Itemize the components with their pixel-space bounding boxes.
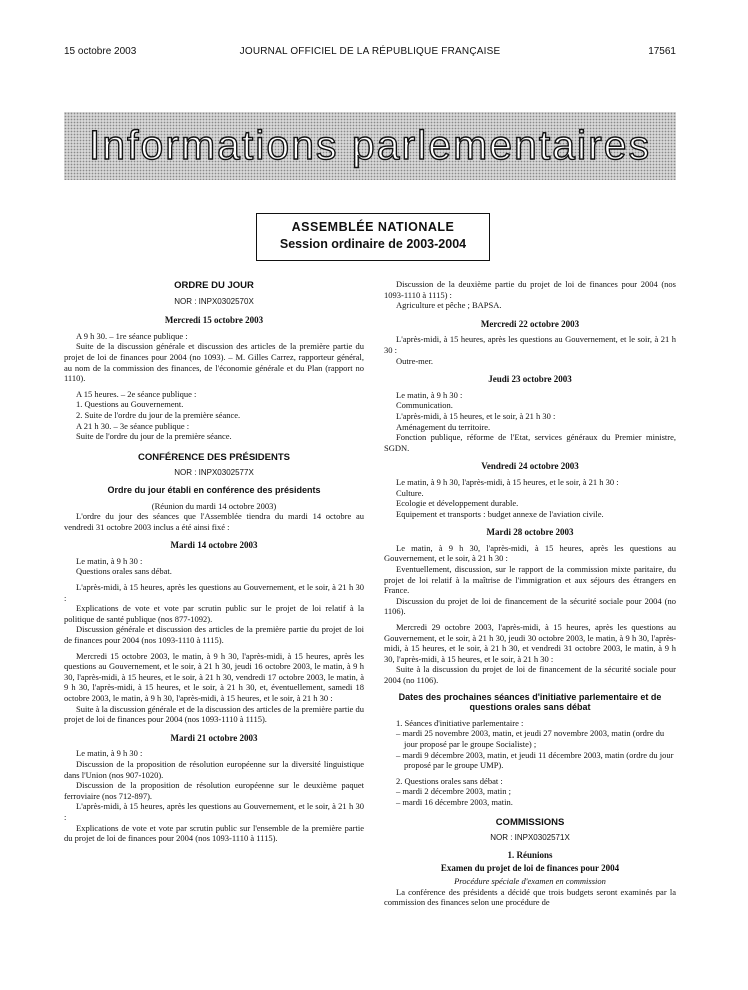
left-column [64,279,364,844]
date-heading: Mercredi 22 octobre 2003 [480,318,580,329]
paragraph: Aménagement du territoire. [396,421,491,432]
paragraph: Agriculture et pêche ; BAPSA. [396,300,502,311]
paragraph: 2. Suite de l'ordre du jour de la première séance. [76,409,241,420]
paragraph: Suite à la discussion du projet de loi de financement de la sécurité sociale pour 2004 (no 1106). [384,664,676,685]
section-banner [64,112,676,180]
paragraph: L'ordre du jour des séances que l'Assemblée tiendra du mardi 14 octobre au vendredi 31 octobre 2003 inclus a été ainsi fixé : [64,511,364,532]
reunions-heading: 1. Réunions [507,849,553,860]
header-page-number: 17561 [648,46,676,57]
conference-heading: CONFÉRENCE DES PRÉSIDENTS [137,451,291,463]
paragraph: Discussion de la deuxième partie du projet de loi de finances pour 2004 (nos 1093-1110 à 1115) : [384,279,676,300]
paragraph: L'après-midi, à 15 heures, après les questions au Gouvernement, et le soir, à 21 h 30 : [64,582,364,603]
paragraph: L'après-midi, à 15 heures, après les questions au Gouvernement, et le soir, à 21 h 30 : [64,801,364,822]
session-name: Session ordinaire de 2003-2004 [279,237,467,251]
paragraph: La conférence des présidents a décidé que trois budgets seront examinés par la commission des finances selon une procédure de [384,886,676,908]
paragraph: Eventuellement, discussion, sur le rapport de la commission mixte paritaire, du projet de loi relatif à la maîtrise de l'immigration et aux séjours des étrangers en France. [384,564,676,596]
paragraph: Suite à la discussion générale et de la discussion des articles de la première partie du projet de loi de finances pour 2004 (nos 1093-1110 à 1115). [64,703,364,725]
paragraph: Explications de vote et vote par scrutin public sur le projet de loi relatif à la politique de santé publique (nos 877-1092). [64,603,364,624]
list-item: – mardi 9 décembre 2003, matin, et jeudi 11 décembre 2003, matin (ordre du jour proposé par le groupe UMP). [396,749,674,771]
assembly-name: ASSEMBLÉE NATIONALE [291,220,455,234]
header-date: 15 octobre 2003 [64,46,137,57]
date-heading: Jeudi 23 octobre 2003 [488,374,572,385]
banner-title: Informations parlementaires [88,122,652,168]
paragraph: Le matin, à 9 h 30 : [76,555,143,566]
paragraph: Suite de l'ordre du jour de la première séance. [76,431,232,442]
paragraph: Le matin, à 9 h 30 : [76,748,143,759]
ordre-du-jour-heading: ORDRE DU JOUR [174,280,254,291]
paragraph: Explications de vote et vote par scrutin public sur l'ensemble de la première partie du projet de loi de finances pour 2004 (nos 1093-1110 à 1115). [64,822,364,844]
paragraph: Discussion du projet de loi de financement de la sécurité sociale pour 2004 (no 1106). [384,595,676,617]
list-item: – mardi 16 décembre 2003, matin. [396,796,513,807]
list-item: – mardi 2 décembre 2003, matin ; [396,786,511,797]
paragraph: Discussion générale et discussion des articles de la première partie du projet de loi de finances pour 2004 (nos 1093-1110 à 1115). [64,624,364,646]
paragraph: Mercredi 15 octobre 2003, le matin, à 9 h 30, l'après-midi, à 15 heures, après les questions au Gouvernement, et le soir, à 21 h 30, jeudi 16 octobre 2003, le matin, à 9 h 30, l'après-midi, à 15 heures, et le soir, à 21 h 30, vendredi 17 octobre 2003, le matin, à 9 h 30, l'après-midi, à 15 heures, et le soir, à 21 h 30, et, éventuellement, samedi 18 octobre 2003, le matin, à 9 h 30, l'après-midi, à 15 heures, et le soir, à 21 h 30 : [64,650,364,703]
paragraph: Culture. [396,487,424,498]
paragraph: Discussion de la proposition de résolution européenne sur la diversité linguistique dans l'Union (nos 907-1020). [64,758,364,780]
page-header [64,46,676,60]
paragraph: Le matin, à 9 h 30, l'après-midi, à 15 heures, et le soir, à 21 h 30 : [396,476,619,487]
paragraph: Le matin, à 9 h 30 : [396,389,463,400]
paragraph: Questions orales sans débat. [76,566,172,577]
paragraph: Le matin, à 9 h 30, l'après-midi, à 15 heures, après les questions au Gouvernement, et le soir, à 21 h 30 : [384,542,676,564]
list-item: – mardi 25 novembre 2003, matin, et jeudi 27 novembre 2003, matin (ordre du jour proposé par le groupe Socialiste) ; [396,728,665,749]
paragraph: Outre-mer. [396,355,434,366]
date-heading: Mardi 21 octobre 2003 [170,732,258,743]
paragraph: Communication. [396,400,453,411]
paragraph: A 9 h 30. – 1re séance publique : [76,330,188,341]
paragraph: 1. Questions au Gouvernement. [76,399,184,410]
date-heading: Mardi 14 octobre 2003 [170,540,258,551]
procedure-subheading: Procédure spéciale d'examen en commission [454,875,606,886]
nor-reference: NOR : INPX0302577X [174,468,254,478]
right-column [384,279,676,908]
dates-heading: Dates des prochaines séances d'initiative parlementaire et de questions orales sans débat [398,691,662,713]
paragraph: Equipement et transports : budget annexe de l'aviation civile. [396,508,604,519]
paragraph: A 21 h 30. – 3e séance publique : [76,420,190,431]
assembly-box [256,213,490,261]
paragraph: Ecologie et développement durable. [396,498,519,509]
date-heading: Mardi 28 octobre 2003 [486,527,574,538]
date-heading: Vendredi 24 octobre 2003 [481,461,579,472]
paragraph: Suite de la discussion générale et discussion des articles de la première partie du projet de loi de finances pour 2004 (no 1093). – M. Gilles Carrez, rapporteur général, au nom de la commission des finances, de l'économie générale et du Plan (rapport no 1110). [64,341,364,384]
paragraph: L'après-midi, à 15 heures, et le soir, à 21 h 30 : [396,410,556,421]
header-journal-title: JOURNAL OFFICIEL DE LA RÉPUBLIQUE FRANÇAISE [239,46,501,57]
commissions-heading: COMMISSIONS [495,816,565,828]
list-item: 2. Questions orales sans débat : [396,775,503,786]
paragraph: Mercredi 29 octobre 2003, l'après-midi, à 15 heures, après les questions au Gouvernement, et le soir, à 21 h 30, jeudi 30 octobre 2003, le matin, à 9 h 30, l'après-midi, à 15 heures, et le soir, à 21 h 30, et vendredi 31 octobre 2003, le matin, à 9 h 30, l'après-midi, à 15 heures, et le soir, à 21 h 30 : [384,622,676,664]
paragraph: A 15 heures. – 2e séance publique : [76,388,197,399]
date-heading: Mercredi 15 octobre 2003 [164,315,264,326]
ordre-etabli-heading: Ordre du jour établi en conférence des présidents [107,484,321,495]
paragraph: L'après-midi, à 15 heures, après les questions au Gouvernement, et le soir, à 21 h 30 : [384,334,676,355]
examen-heading: Examen du projet de loi de finances pour 2004 [440,863,620,874]
list-item: 1. Séances d'initiative parlementaire : [396,717,524,728]
paragraph: Fonction publique, réforme de l'Etat, services généraux du Premier ministre, SGDN. [384,432,676,453]
reunion-note: (Réunion du mardi 14 octobre 2003) [151,500,277,511]
paragraph: Discussion de la proposition de résolution européenne sur le deuxième paquet ferroviaire (nos 712-897). [64,780,364,801]
nor-reference: NOR : INPX0302571X [490,833,570,843]
nor-reference: NOR : INPX0302570X [174,296,254,306]
